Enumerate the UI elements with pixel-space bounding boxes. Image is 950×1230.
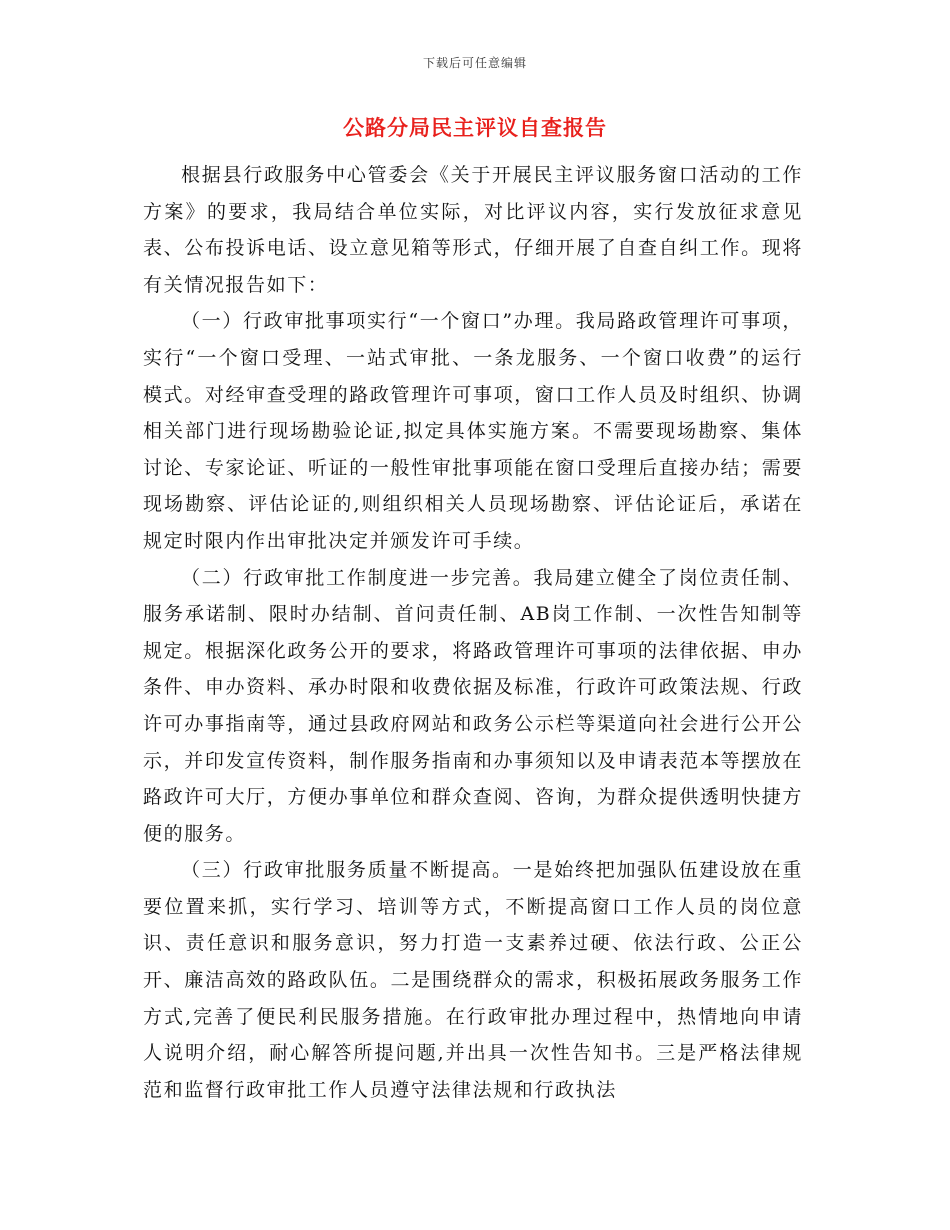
document-title: 公路分局民主评议自查报告 [343, 115, 607, 140]
paragraph-intro: 根据县行政服务中心管委会《关于开展民主评议服务窗口活动的工作方案》的要求，我局结合单位实际，对比评议内容，实行发放征求意见表、公布投诉电话、设立意见箱等形式，仔细开展了自查自纠工作。现将有关情况报告如下： [143, 164, 803, 296]
document-body [143, 157, 803, 1108]
paragraph-section-2: （二）行政审批工作制度进一步完善。我局建立健全了岗位责任制、服务承诺制、限时办结制、首问责任制、AB岗工作制、一次性告知制等规定。根据深化政务公开的要求，将路政管理许可事项的法律依据、申办条件、申办资料、承办时限和收费依据及标准，行政许可政策法规、行政许可办事指南等，通过县政府网站和政务公示栏等渠道向社会进行公开公示，并印发宣传资料，制作服务指南和办事须知以及申请表范本等摆放在路政许可大厅，方便办事单位和群众查阅、咨询，为群众提供透明快捷方便的服务。 [143, 566, 803, 845]
paragraph-section-1: （一）行政审批事项实行“一个窗口”办理。我局路政管理许可事项，实行“一个窗口受理、一站式审批、一条龙服务、一个窗口收费”的运行模式。对经审查受理的路政管理许可事项，窗口工作人员及时组织、协调相关部门进行现场勘验论证,拟定具体实施方案。不需要现场勘察、集体讨论、专家论证、听证的一般性审批事项能在窗口受理后直接办结；需要现场勘察、评估论证的,则组织相关人员现场勘察、评估论证后，承诺在规定时限内作出审批决定并颁发许可手续。 [143, 310, 803, 552]
header-note: 下载后可任意编辑 [422, 56, 527, 70]
paragraph-section-3: （三）行政审批服务质量不断提高。一是始终把加强队伍建设放在重要位置来抓，实行学习、培训等方式，不断提高窗口工作人员的岗位意识、责任意识和服务意识，努力打造一支素养过硬、依法行政、公正公开、廉洁高效的路政队伍。二是围绕群众的需求，积极拓展政务服务工作方式,完善了便民利民服务措施。在行政审批办理过程中，热情地向申请人说明介绍，耐心解答所提问题,并出具一次性告知书。三是严格法律规范和监督行政审批工作人员遵守法律法规和行政执法 [143, 859, 803, 1101]
